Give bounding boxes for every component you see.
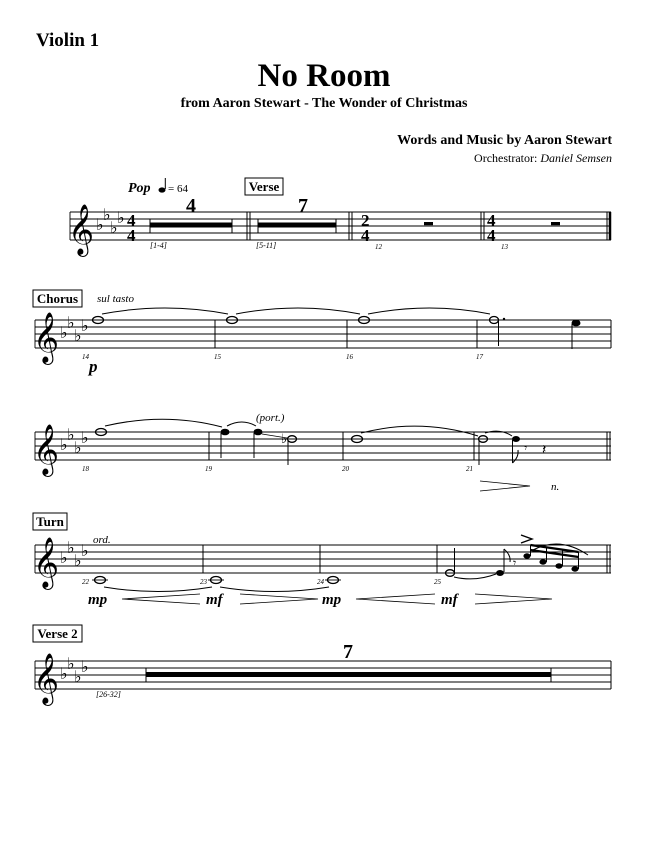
part-name: Violin 1: [36, 30, 100, 51]
svg-text:13: 13: [501, 243, 508, 251]
svg-text:16: 16: [346, 353, 353, 361]
section-label-turn: Turn: [36, 514, 64, 529]
decrescendo-hairpin: [480, 481, 530, 491]
svg-text:17: 17: [476, 353, 483, 361]
svg-text:4: 4: [487, 211, 496, 230]
svg-text:♭: ♭: [67, 656, 75, 673]
flat-icon: ♭: [110, 220, 118, 237]
crescendo-hairpin: [122, 594, 200, 604]
dynamic-p: p: [89, 357, 98, 376]
multirest-count: 7: [343, 641, 353, 663]
svg-text:4: 4: [127, 211, 136, 230]
treble-clef-icon: 𝄞: [33, 425, 60, 474]
svg-text:2: 2: [361, 211, 370, 230]
tempo-marking: [128, 178, 188, 196]
svg-text:♭: ♭: [67, 540, 75, 557]
svg-text:♭: ♭: [81, 659, 89, 676]
expression-ord: ord.: [93, 534, 111, 546]
decrescendo-hairpin: [475, 594, 552, 604]
page-title: No Room: [257, 58, 391, 94]
svg-text:♭: ♭: [60, 666, 68, 683]
flat-icon: ♭: [281, 431, 288, 446]
svg-text:23: 23: [200, 578, 207, 586]
treble-clef-icon: 𝄞: [68, 205, 95, 254]
svg-text:♭: ♭: [81, 543, 89, 560]
tempo-value: = 64: [168, 183, 188, 195]
accent-icon: [521, 535, 532, 543]
key-signature: [60, 540, 89, 570]
svg-text:19: 19: [205, 465, 212, 473]
eighth-rest-icon: 𝄾: [524, 441, 528, 455]
system-3: [33, 412, 611, 493]
expression-sul-tasto: sul tasto: [97, 293, 134, 305]
svg-text:♭: ♭: [67, 315, 75, 332]
svg-text:♭: ♭: [74, 669, 82, 686]
key-signature: [60, 315, 89, 345]
expression-port: (port.): [256, 412, 285, 424]
measure-range: [5-11]: [256, 241, 277, 250]
half-rest-icon: [424, 222, 433, 225]
time-signature-4-4: [127, 211, 136, 245]
system-1: [68, 178, 611, 257]
treble-clef-icon: 𝄞: [33, 654, 60, 703]
svg-text:4: 4: [127, 226, 136, 245]
svg-text:15: 15: [214, 353, 221, 361]
svg-text:25: 25: [434, 578, 441, 586]
dynamic-niente: n.: [551, 481, 560, 493]
multirest-bar: [258, 223, 336, 228]
multirest-count: 7: [298, 195, 308, 217]
svg-text:18: 18: [82, 465, 89, 473]
treble-clef-icon: 𝄞: [33, 313, 60, 362]
dynamic-mf: mf: [441, 592, 458, 608]
crescendo-hairpin: [356, 594, 435, 604]
svg-text:14: 14: [82, 353, 89, 361]
eighth-rest-icon: 𝄾: [513, 556, 517, 570]
svg-text:20: 20: [342, 465, 349, 473]
key-signature: [96, 207, 125, 237]
multirest-count: 4: [186, 195, 196, 217]
time-signature-4-4: [487, 211, 496, 245]
dynamic-mf: mf: [206, 592, 223, 608]
quarter-rest-icon: 𝄽: [542, 443, 547, 458]
flat-icon: ♭: [117, 210, 125, 227]
time-signature-2-4: [361, 211, 370, 245]
key-signature: [60, 427, 89, 457]
svg-text:♭: ♭: [81, 318, 89, 335]
quarter-note-icon: [159, 187, 166, 192]
flat-icon: ♭: [103, 207, 111, 224]
system-2: [33, 290, 611, 376]
dynamic-mp: mp: [322, 592, 342, 608]
quarter-note: [572, 320, 581, 327]
svg-text:21: 21: [466, 465, 473, 473]
system-4: [33, 513, 611, 608]
system-5: [33, 625, 611, 706]
svg-text:♭: ♭: [74, 328, 82, 345]
section-label-verse-2: Verse 2: [37, 626, 78, 641]
multirest-bar: [150, 223, 232, 228]
svg-text:♭: ♭: [81, 430, 89, 447]
orchestrator-name: Daniel Semsen: [540, 151, 612, 165]
svg-text:22: 22: [82, 578, 89, 586]
decrescendo-hairpin: [240, 594, 318, 604]
measure-range: [26-32]: [96, 690, 121, 699]
flat-icon: ♭: [96, 217, 104, 234]
svg-text:24: 24: [317, 578, 324, 586]
section-label-verse: Verse: [248, 179, 280, 194]
orchestrator-label: Orchestrator:: [474, 151, 538, 165]
svg-text:♭: ♭: [60, 437, 68, 454]
tempo-style: Pop: [128, 181, 151, 196]
svg-text:♭: ♭: [60, 325, 68, 342]
svg-text:♭: ♭: [74, 440, 82, 457]
treble-clef-icon: 𝄞: [33, 538, 60, 587]
measure-range: [1-4]: [150, 241, 167, 250]
svg-text:4: 4: [361, 226, 370, 245]
svg-text:♭: ♭: [60, 550, 68, 567]
svg-text:♭: ♭: [67, 427, 75, 444]
half-rest-icon: [551, 222, 560, 225]
multirest-bar: [146, 672, 551, 677]
section-label-chorus: Chorus: [36, 291, 79, 306]
page-subtitle: from Aaron Stewart - The Wonder of Christmas: [180, 96, 468, 111]
dynamic-mp: mp: [88, 592, 108, 608]
svg-text:4: 4: [487, 226, 496, 245]
composer-credit: Words and Music by Aaron Stewart: [397, 133, 612, 148]
svg-text:♭: ♭: [74, 553, 82, 570]
key-signature: [60, 656, 89, 686]
svg-text:12: 12: [375, 243, 382, 251]
